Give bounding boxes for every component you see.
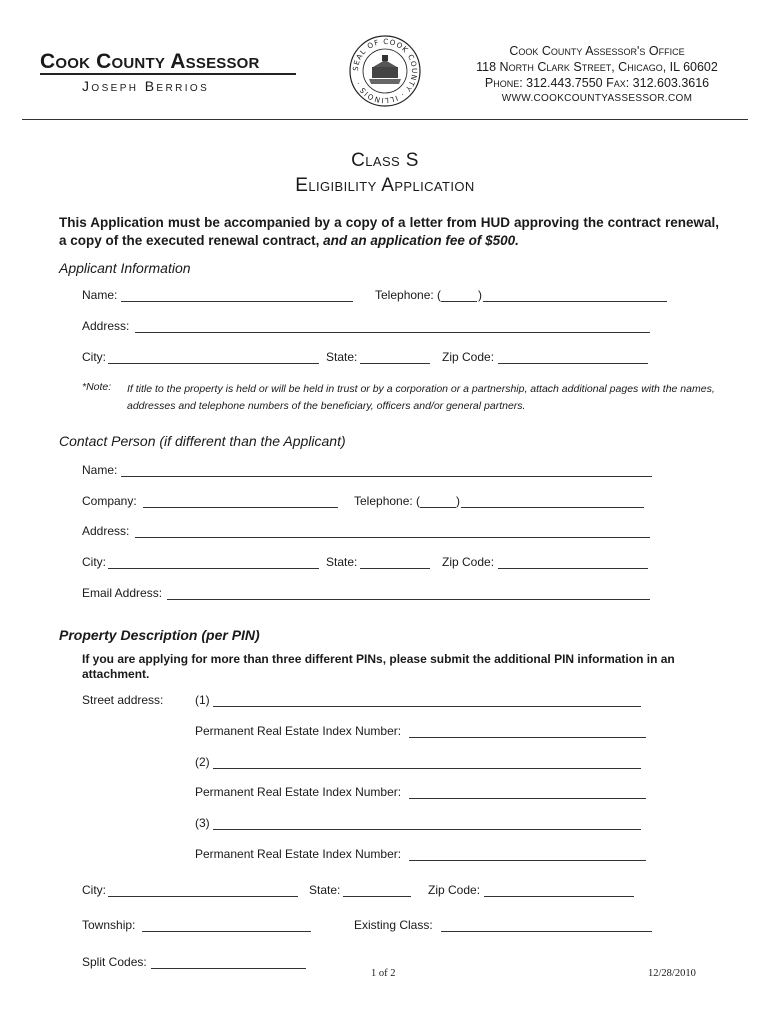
office-website: WWW.COOKCOUNTYASSESSOR.COM [501,93,693,104]
street-address-label: Street address: [82,693,164,707]
split-codes-label: Split Codes: [82,955,147,969]
property-city-label: City: [82,883,106,897]
office-address: 118 North Clark Street, Chicago, IL 60602 [476,60,718,74]
existing-class-field[interactable] [441,931,652,932]
assessor-name: Joseph Berrios [82,78,210,94]
contact-zip-field[interactable] [498,568,648,569]
township-label: Township: [82,918,136,932]
paren-close: ) [478,288,482,302]
contact-address-field[interactable] [135,537,650,538]
property-zip-field[interactable] [484,896,634,897]
page-number: 1 of 2 [371,968,396,979]
street-address-2-field[interactable] [213,768,641,769]
contact-name-field[interactable] [121,476,652,477]
office-phone: Phone: 312.443.7550 Fax: 312.603.3616 [484,76,710,90]
contact-address-label: Address: [82,524,130,538]
contact-heading: Contact Person (if different than the Applicant) [59,433,346,449]
contact-email-label: Email Address: [82,586,163,600]
paren-close: ) [456,494,460,508]
applicant-city-label: City: [82,350,106,364]
pin-3-field[interactable] [409,860,646,861]
street-item-1-label: (1) [195,693,210,707]
applicant-address-field[interactable] [135,332,650,333]
property-state-field[interactable] [343,896,411,897]
county-seal-icon [349,35,421,107]
street-address-1-field[interactable] [213,706,641,707]
note-text: If title to the property is held or will be held in trust or by a corporation or a partnership, attach additional pages with the names, addresses and telephone numbers of the beneficiary, officers and/or general partners. [127,383,715,412]
property-city-field[interactable] [108,896,298,897]
applicant-address-label: Address: [82,319,130,333]
street-address-3-field[interactable] [213,829,641,830]
applicant-name-label: Name: [82,288,118,302]
applicant-state-field[interactable] [360,363,430,364]
intro-instructions [59,214,719,250]
assessor-title: Cook County Assessor [40,50,260,73]
contact-company-field[interactable] [143,507,338,508]
applicant-city-field[interactable] [108,363,319,364]
contact-zip-label: Zip Code: [442,555,495,569]
contact-city-field[interactable] [108,568,319,569]
applicant-name-field[interactable] [121,301,353,302]
contact-telephone-field[interactable] [461,507,644,508]
seal-text: SEAL OF COOK COUNTY · ILLINOIS · [350,36,420,106]
contact-city-label: City: [82,555,106,569]
contact-state-field[interactable] [360,568,430,569]
township-field[interactable] [142,931,311,932]
applicant-state-label: State: [326,350,358,364]
pin-3-label: Permanent Real Estate Index Number: [195,847,402,861]
property-pin-note: If you are applying for more than three different PINs, please submit the additional PIN information in an attachment. [82,652,675,681]
contact-company-label: Company: [82,494,137,508]
pin-1-label: Permanent Real Estate Index Number: [195,724,402,738]
intro-fee: and an application fee of $500. [323,233,519,248]
applicant-heading: Applicant Information [59,260,191,276]
property-state-label: State: [309,883,341,897]
revision-date: 12/28/2010 [648,968,696,979]
applicant-zip-field[interactable] [498,363,648,364]
intro-text: This Application must be accompanied by a copy of a letter from HUD approving the contract renewal, a copy of the executed renewal contract, [59,215,719,248]
contact-email-field[interactable] [167,599,650,600]
form-title-line1: Class S [351,150,419,171]
contact-telephone-label: Telephone: ( [354,494,421,508]
applicant-telephone-field[interactable] [483,301,667,302]
header-divider [22,119,748,120]
office-contact-block [446,43,748,107]
street-item-3-label: (3) [195,816,210,830]
form-title-line2: Eligibility Application [295,175,475,196]
contact-name-label: Name: [82,463,118,477]
split-codes-field[interactable] [151,968,306,969]
existing-class-label: Existing Class: [354,918,433,932]
property-heading: Property Description (per PIN) [59,627,260,643]
pin-1-field[interactable] [409,737,646,738]
applicant-area-code-field[interactable] [441,301,477,302]
title-underline [40,73,296,75]
contact-area-code-field[interactable] [420,507,456,508]
office-name: Cook County Assessor's Office [509,44,685,58]
pin-2-label: Permanent Real Estate Index Number: [195,785,402,799]
note-label: *Note: [82,381,112,393]
pin-2-field[interactable] [409,798,646,799]
applicant-telephone-label: Telephone: ( [375,288,442,302]
property-zip-label: Zip Code: [428,883,481,897]
contact-state-label: State: [326,555,358,569]
street-item-2-label: (2) [195,755,210,769]
applicant-zip-label: Zip Code: [442,350,495,364]
